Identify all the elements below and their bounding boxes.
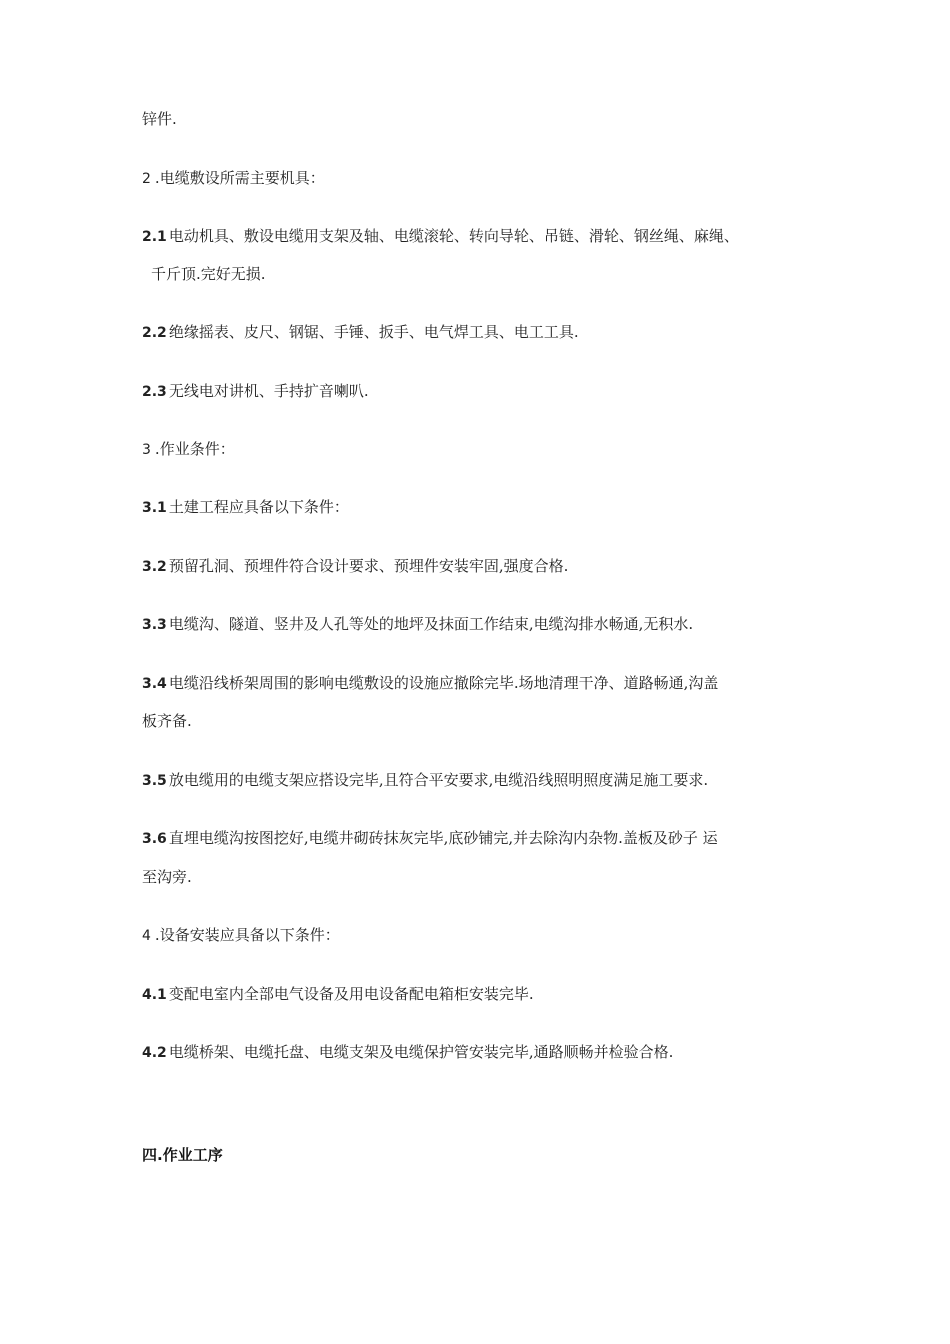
- item-number: 3.3: [142, 617, 167, 633]
- item-text: .设备安装应具备以下条件：: [154, 926, 340, 944]
- item-text: 电动机具、敷设电缆用支架及轴、电缆滚轮、转向导轮、吊链、滑轮、钢丝绳、麻绳、: [168, 227, 739, 245]
- item-text: 无线电对讲机、手持扩音喇叭.: [168, 382, 369, 400]
- list-item-2-1: [142, 226, 832, 247]
- list-item-4-1: [142, 984, 832, 1005]
- item-text: 土建工程应具备以下条件：: [168, 498, 349, 516]
- list-item-4: [142, 925, 832, 946]
- list-item-3-1: [142, 497, 832, 518]
- item-text: .作业条件：: [154, 440, 235, 458]
- item-number: 3.5: [142, 773, 167, 789]
- item-text: 直埋电缆沟按图挖好,电缆井砌砖抹灰完毕,底砂铺完,并去除沟内杂物.盖板及砂子 运: [168, 829, 718, 847]
- item-text: 预留孔洞、预埋件符合设计要求、预埋件安装牢固,强度合格.: [168, 557, 569, 575]
- item-number: 2.1: [142, 229, 167, 245]
- item-number: 2.2: [142, 325, 167, 341]
- item-text: 电缆桥架、电缆托盘、电缆支架及电缆保护管安装完毕,通路顺畅并检验合格.: [168, 1043, 674, 1061]
- list-item-2-3: [142, 381, 832, 402]
- list-item-3-2: [142, 556, 832, 577]
- line-text: 千斤顶.完好无损.: [151, 265, 266, 283]
- item-number: 3.4: [142, 676, 167, 692]
- item-number: 3.1: [142, 500, 167, 516]
- item-number: 4.1: [142, 987, 167, 1003]
- item-text: 绝缘摇表、皮尺、钢锯、手锤、扳手、电气焊工具、电工工具.: [168, 323, 579, 341]
- item-number: 2: [142, 171, 151, 187]
- item-number: 3: [142, 442, 151, 458]
- paragraph-line: [151, 264, 841, 284]
- item-number: 4: [142, 928, 151, 944]
- item-number: 3.2: [142, 559, 167, 575]
- item-text: 电缆沿线桥架周围的影响电缆敷设的设施应撤除完毕.场地清理干净、道路畅通,沟盖: [168, 674, 719, 692]
- line-text: 板齐备.: [142, 712, 192, 730]
- list-item-3-6: [142, 828, 832, 849]
- section-heading: 四.作业工序: [142, 1146, 223, 1164]
- paragraph-line: [142, 711, 832, 731]
- paragraph-line: [142, 109, 832, 129]
- item-text: 变配电室内全部电气设备及用电设备配电箱柜安装完毕.: [168, 985, 534, 1003]
- item-number: 3.6: [142, 831, 167, 847]
- item-number: 2.3: [142, 384, 167, 400]
- line-text: 锌件.: [142, 110, 177, 128]
- list-item-3-5: [142, 770, 832, 791]
- paragraph-line: [142, 867, 832, 887]
- item-text: 放电缆用的电缆支架应搭设完毕,且符合平安要求,电缆沿线照明照度满足施工要求.: [168, 771, 709, 789]
- item-number: 4.2: [142, 1045, 167, 1061]
- list-item-3-3: [142, 614, 832, 635]
- list-item-2: [142, 168, 832, 189]
- list-item-3-4: [142, 673, 832, 694]
- list-item-2-2: [142, 322, 832, 343]
- list-item-4-2: [142, 1042, 832, 1063]
- line-text: 至沟旁.: [142, 868, 192, 886]
- item-text: .电缆敷设所需主要机具：: [154, 169, 325, 187]
- list-item-3: [142, 439, 832, 460]
- item-text: 电缆沟、隧道、竖井及人孔等处的地坪及抹面工作结束,电缆沟排水畅通,无积水.: [168, 615, 694, 633]
